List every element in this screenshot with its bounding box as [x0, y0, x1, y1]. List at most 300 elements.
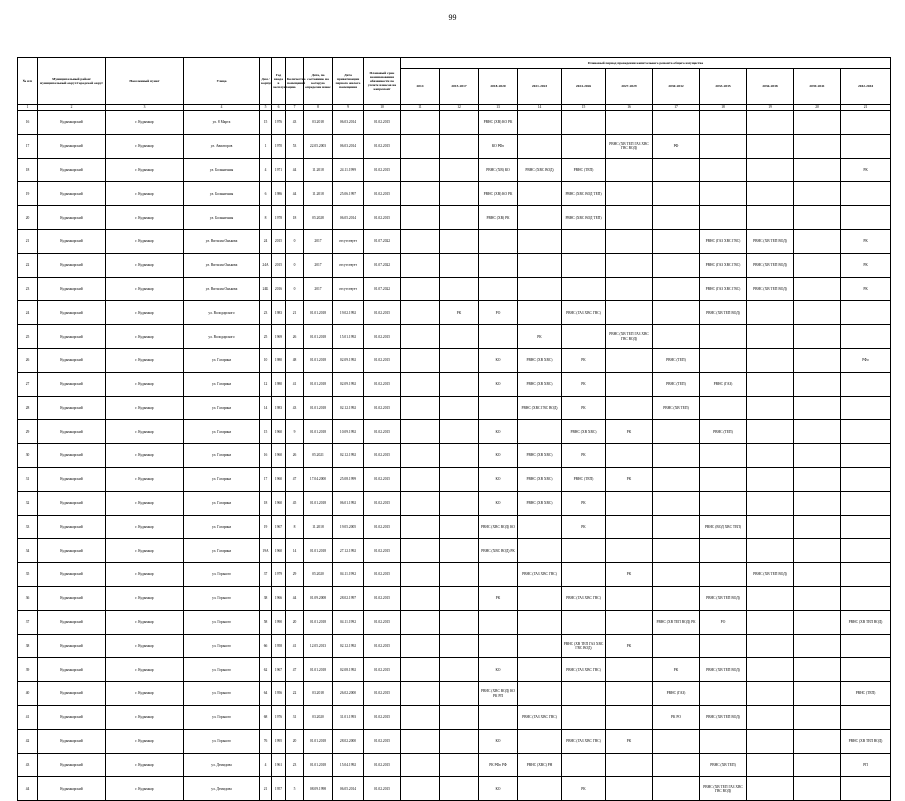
cell-street: ул. Володарского	[184, 325, 260, 349]
cell-plan-date: 01.02.2015	[364, 563, 401, 587]
column-number: 18	[700, 105, 747, 111]
cell-year: 1960	[272, 491, 286, 515]
cell-period	[841, 467, 891, 491]
cell-wear-date: 01.09.2008	[304, 586, 333, 610]
table-row	[18, 158, 891, 182]
cell-district: Кудымкарский	[38, 372, 106, 396]
cell-street: ул. Больничная	[184, 182, 260, 206]
cell-num: 27	[18, 372, 38, 396]
cell-period	[518, 206, 562, 230]
period-header: 2018-2020	[479, 69, 518, 105]
cell-plan-date: 01.02.2015	[364, 206, 401, 230]
cell-year: 1967	[272, 658, 286, 682]
cell-num: 36	[18, 586, 38, 610]
cell-privatization-date: 15.01.1992	[333, 325, 364, 349]
period-header: 2030-2032	[653, 69, 700, 105]
cell-wear-date: 2017	[304, 253, 333, 277]
cell-district: Кудымкарский	[38, 586, 106, 610]
cell-street: ул. Володарского	[184, 301, 260, 325]
cell-period	[794, 563, 841, 587]
cell-wear-date: 05.2028	[304, 206, 333, 230]
cell-district: Кудымкарский	[38, 682, 106, 706]
cell-year: 1960	[272, 420, 286, 444]
cell-street: ул. Витасия Онькова	[184, 253, 260, 277]
cell-year: 1969	[272, 325, 286, 349]
cell-period	[440, 515, 479, 539]
cell-house: 19А	[260, 539, 272, 563]
cell-apartments: 41	[286, 372, 304, 396]
cell-period	[518, 182, 562, 206]
cell-year: 1966	[272, 586, 286, 610]
cell-num: 17	[18, 134, 38, 158]
cell-privatization-date: 25.06.1997	[333, 182, 364, 206]
cell-privatization-date: 26.02.2000	[333, 682, 364, 706]
cell-period	[401, 682, 440, 706]
cell-plan-date: 01.02.2015	[364, 158, 401, 182]
cell-period: РВНС (ХВ) КО	[479, 158, 518, 182]
cell-period	[747, 539, 794, 563]
cell-year: 1960	[272, 444, 286, 468]
cell-period: РК	[479, 586, 518, 610]
cell-period	[401, 658, 440, 682]
cell-district: Кудымкарский	[38, 563, 106, 587]
cell-period	[440, 634, 479, 658]
cell-period: РК	[562, 491, 606, 515]
cell-wear-date: 01.01.2018	[304, 729, 333, 753]
cell-apartments: 9	[286, 420, 304, 444]
cell-period	[653, 158, 700, 182]
cell-street: ул. Гагарина	[184, 539, 260, 563]
cell-period	[440, 682, 479, 706]
cell-street: ул. Витасия Онькова	[184, 229, 260, 253]
column-number: 1	[18, 105, 38, 111]
cell-period: РВНС (ХВ ХВС)	[518, 467, 562, 491]
period-header: 2027-2029	[606, 69, 653, 105]
cell-period	[747, 467, 794, 491]
cell-house: 4	[260, 753, 272, 777]
cell-period: РФо	[841, 348, 891, 372]
cell-house: 15	[260, 111, 272, 135]
cell-period	[841, 206, 891, 230]
cell-period	[794, 729, 841, 753]
cell-period: РК	[606, 634, 653, 658]
cell-period	[700, 182, 747, 206]
cell-wear-date: 01.01.2018	[304, 372, 333, 396]
column-number: 14	[518, 105, 562, 111]
cell-period	[653, 253, 700, 277]
table-row	[18, 396, 891, 420]
cell-plan-date: 01.02.2015	[364, 729, 401, 753]
cell-house: 64	[260, 682, 272, 706]
table-row	[18, 111, 891, 135]
cell-period	[841, 111, 891, 135]
cell-period	[401, 301, 440, 325]
cell-period	[747, 729, 794, 753]
cell-period	[401, 277, 440, 301]
cell-period	[440, 134, 479, 158]
cell-period: РВНС (ГАЗ ХВС ГВС)	[562, 729, 606, 753]
cell-house: 66	[260, 634, 272, 658]
cell-period	[794, 206, 841, 230]
cell-apartments: 44	[286, 158, 304, 182]
cell-num: 39	[18, 658, 38, 682]
cell-period	[479, 229, 518, 253]
cell-settlement: г. Кудымкар	[106, 563, 184, 587]
column-number: 7	[286, 105, 304, 111]
cell-period	[794, 491, 841, 515]
cell-period: РК	[841, 253, 891, 277]
cell-period: РК	[562, 372, 606, 396]
header-street: Улица	[184, 58, 260, 105]
cell-settlement: г. Кудымкар	[106, 420, 184, 444]
cell-period	[562, 253, 606, 277]
cell-plan-date: 01.02.2015	[364, 301, 401, 325]
cell-period	[606, 515, 653, 539]
cell-apartments: 44	[286, 182, 304, 206]
cell-period	[440, 705, 479, 729]
cell-district: Кудымкарский	[38, 753, 106, 777]
cell-period	[479, 563, 518, 587]
cell-period: РК	[518, 325, 562, 349]
cell-apartments: 44	[286, 586, 304, 610]
cell-period	[747, 301, 794, 325]
cell-house: 21	[260, 777, 272, 801]
column-number: 13	[479, 105, 518, 111]
cell-period	[653, 467, 700, 491]
cell-period	[841, 134, 891, 158]
cell-period: РВНС (ХВ ТЕП)	[653, 396, 700, 420]
cell-settlement: г. Кудымкар	[106, 277, 184, 301]
cell-year: 1961	[272, 753, 286, 777]
cell-settlement: г. Кудымкар	[106, 229, 184, 253]
cell-house: 62	[260, 658, 272, 682]
cell-privatization-date: отсутствует	[333, 253, 364, 277]
cell-period	[479, 253, 518, 277]
cell-period	[841, 491, 891, 515]
cell-period	[700, 539, 747, 563]
cell-period: РВНС (ХВ ТЕП ВОД)	[747, 229, 794, 253]
cell-period: РВНС (ГАЗ ХВС ГВС)	[518, 563, 562, 587]
cell-period: РО	[479, 301, 518, 325]
cell-house: 76	[260, 729, 272, 753]
cell-period	[700, 444, 747, 468]
cell-privatization-date: 06.05.2014	[333, 777, 364, 801]
cell-house: 14	[260, 396, 272, 420]
cell-wear-date: 05.2021	[304, 444, 333, 468]
capital-repair-register-table	[17, 57, 891, 801]
cell-period	[747, 515, 794, 539]
cell-period: РК	[606, 420, 653, 444]
cell-period	[841, 563, 891, 587]
table-row	[18, 277, 891, 301]
cell-period: РВНС (ХВ ТЕП ГАЗ ХВС ГВС ВОД)	[562, 634, 606, 658]
cell-period	[700, 563, 747, 587]
cell-house: 23	[260, 301, 272, 325]
cell-settlement: г. Кудымкар	[106, 348, 184, 372]
cell-num: 35	[18, 563, 38, 587]
cell-period	[518, 515, 562, 539]
cell-street: ул. Горького	[184, 729, 260, 753]
column-number: 11	[401, 105, 440, 111]
table-row	[18, 610, 891, 634]
cell-house: 68	[260, 705, 272, 729]
cell-period	[747, 444, 794, 468]
cell-period	[653, 301, 700, 325]
cell-apartments: 18	[286, 206, 304, 230]
column-number: 12	[440, 105, 479, 111]
cell-wear-date: 03.2018	[304, 682, 333, 706]
cell-year: 1957	[272, 777, 286, 801]
cell-period	[440, 586, 479, 610]
cell-settlement: г. Кудымкар	[106, 682, 184, 706]
cell-plan-date: 01.02.2015	[364, 658, 401, 682]
cell-period	[747, 348, 794, 372]
cell-district: Кудымкарский	[38, 253, 106, 277]
cell-wear-date: 01.01.2018	[304, 396, 333, 420]
cell-street: ул. Горького	[184, 610, 260, 634]
cell-period: РВНС (ХВ ТЕП ВОД)	[841, 729, 891, 753]
cell-plan-date: 01.02.2015	[364, 420, 401, 444]
cell-period	[440, 420, 479, 444]
cell-period: РВНС (ХВ ТЕП ГАЗ ХВС ГВС ВОД)	[606, 134, 653, 158]
column-number: 19	[747, 105, 794, 111]
table-row	[18, 777, 891, 801]
header-apartments: Количество помещений	[286, 58, 304, 105]
cell-period: РВНС (ХВС ГВС ВОД)	[518, 396, 562, 420]
cell-period	[747, 158, 794, 182]
cell-period	[747, 682, 794, 706]
cell-period: РВНС (ХВ ТЕП ВОД)	[841, 610, 891, 634]
cell-settlement: г. Кудымкар	[106, 134, 184, 158]
cell-period	[606, 111, 653, 135]
cell-period	[747, 753, 794, 777]
cell-period: РВНС (ГАЗ ХВС ГВС)	[562, 586, 606, 610]
cell-period: КО	[479, 777, 518, 801]
period-header: 2036-2038	[747, 69, 794, 105]
cell-period	[562, 325, 606, 349]
cell-period	[518, 277, 562, 301]
cell-period	[606, 206, 653, 230]
column-number: 10	[364, 105, 401, 111]
cell-year: 1960	[272, 467, 286, 491]
cell-house: 6	[260, 182, 272, 206]
cell-period	[440, 444, 479, 468]
period-header: 2033-2035	[700, 69, 747, 105]
cell-num: 31	[18, 467, 38, 491]
cell-period	[794, 467, 841, 491]
cell-street: ул. Больничная	[184, 206, 260, 230]
cell-privatization-date: 02.12.1992	[333, 396, 364, 420]
cell-period	[440, 396, 479, 420]
cell-settlement: г. Кудымкар	[106, 610, 184, 634]
cell-settlement: г. Кудымкар	[106, 729, 184, 753]
cell-period	[401, 610, 440, 634]
cell-period	[794, 182, 841, 206]
period-header: 2021-2023	[518, 69, 562, 105]
cell-period: РК	[562, 348, 606, 372]
cell-house: 17	[260, 467, 272, 491]
column-number: 4	[184, 105, 260, 111]
cell-period	[401, 325, 440, 349]
cell-period	[747, 325, 794, 349]
cell-period	[794, 277, 841, 301]
cell-period	[700, 348, 747, 372]
cell-street: ул. Демидова	[184, 753, 260, 777]
cell-period: КО	[479, 372, 518, 396]
cell-period: КО РФо	[479, 134, 518, 158]
cell-period: РВНС (ХВ ХВС)	[518, 491, 562, 515]
cell-period	[700, 682, 747, 706]
cell-period	[401, 253, 440, 277]
cell-district: Кудымкарский	[38, 134, 106, 158]
cell-period: РК	[440, 301, 479, 325]
cell-house: 15	[260, 420, 272, 444]
cell-period	[562, 111, 606, 135]
cell-num: 18	[18, 158, 38, 182]
cell-street: ул. Горького	[184, 634, 260, 658]
cell-period: РВНС (ХВ ХВС)	[518, 444, 562, 468]
table-row	[18, 682, 891, 706]
cell-num: 19	[18, 182, 38, 206]
table-row	[18, 206, 891, 230]
cell-period	[747, 396, 794, 420]
cell-period	[747, 134, 794, 158]
cell-period	[401, 729, 440, 753]
cell-period: РВНС (ГАЗ ХВС ГВС)	[700, 229, 747, 253]
cell-apartments: 47	[286, 658, 304, 682]
table-row	[18, 586, 891, 610]
cell-street: ул. Горького	[184, 563, 260, 587]
cell-year: 1978	[272, 206, 286, 230]
cell-wear-date: 17.04.2000	[304, 467, 333, 491]
cell-period	[794, 253, 841, 277]
table-row	[18, 253, 891, 277]
cell-period: РВНС (ХВ ТЕП ВОД)	[747, 253, 794, 277]
cell-plan-date: 01.07.2022	[364, 253, 401, 277]
column-number: 15	[562, 105, 606, 111]
cell-period: РВНС (ХВС ВОД ТЕП)	[562, 206, 606, 230]
cell-period	[401, 134, 440, 158]
cell-period: РВНС (ТЕП)	[562, 467, 606, 491]
cell-period	[440, 111, 479, 135]
cell-street: ул. Авиаторов	[184, 134, 260, 158]
cell-period	[401, 515, 440, 539]
cell-period	[562, 753, 606, 777]
cell-period: РК	[562, 515, 606, 539]
cell-period	[606, 682, 653, 706]
cell-period	[747, 420, 794, 444]
cell-num: 43	[18, 753, 38, 777]
cell-district: Кудымкарский	[38, 182, 106, 206]
cell-period: РВНС (ХВ ТЕП ВОД)	[700, 301, 747, 325]
cell-period	[794, 586, 841, 610]
header-settlement: Населенный пункт	[106, 58, 184, 105]
cell-wear-date: 01.01.2018	[304, 610, 333, 634]
cell-period	[794, 444, 841, 468]
cell-street: ул. Гагарина	[184, 372, 260, 396]
cell-house: 24А	[260, 253, 272, 277]
cell-year: 1956	[272, 682, 286, 706]
table-row	[18, 301, 891, 325]
column-number: 21	[841, 105, 891, 111]
cell-num: 33	[18, 515, 38, 539]
cell-street: ул. Витасия Онькова	[184, 277, 260, 301]
cell-period	[653, 444, 700, 468]
cell-settlement: г. Кудымкар	[106, 444, 184, 468]
cell-year: 1980	[272, 348, 286, 372]
table-row	[18, 134, 891, 158]
cell-period	[440, 729, 479, 753]
cell-district: Кудымкарский	[38, 325, 106, 349]
cell-period	[606, 182, 653, 206]
cell-plan-date: 01.02.2015	[364, 348, 401, 372]
cell-district: Кудымкарский	[38, 420, 106, 444]
cell-period	[700, 134, 747, 158]
cell-wear-date: 01.01.2018	[304, 420, 333, 444]
cell-period	[440, 658, 479, 682]
cell-year: 1976	[272, 705, 286, 729]
cell-period: РВНС (ТЕП)	[700, 420, 747, 444]
cell-apartments: 20	[286, 729, 304, 753]
cell-period	[479, 277, 518, 301]
cell-period	[518, 539, 562, 563]
cell-num: 21	[18, 229, 38, 253]
cell-settlement: г. Кудымкар	[106, 539, 184, 563]
cell-apartments: 26	[286, 325, 304, 349]
cell-house: 12	[260, 372, 272, 396]
cell-period	[440, 610, 479, 634]
cell-year: 2015	[272, 229, 286, 253]
cell-period: РВНС (ГАЗ)	[700, 372, 747, 396]
cell-period	[653, 420, 700, 444]
cell-period	[747, 372, 794, 396]
cell-period	[653, 753, 700, 777]
cell-period	[653, 777, 700, 801]
cell-privatization-date: 06.03.2014	[333, 111, 364, 135]
cell-period	[794, 777, 841, 801]
cell-plan-date: 01.02.2015	[364, 372, 401, 396]
column-number: 16	[606, 105, 653, 111]
table-row	[18, 444, 891, 468]
table-row	[18, 491, 891, 515]
cell-period: РВНС (ХВС) РН	[518, 753, 562, 777]
cell-apartments: 0	[286, 229, 304, 253]
cell-wear-date: 01.01.2018	[304, 348, 333, 372]
cell-period	[606, 705, 653, 729]
cell-period: РВНС (ГАЗ ХВС ГВС)	[562, 301, 606, 325]
cell-wear-date: 08.09.1998	[304, 777, 333, 801]
cell-period	[440, 372, 479, 396]
cell-privatization-date: 15.04.1992	[333, 753, 364, 777]
cell-num: 22	[18, 253, 38, 277]
cell-period	[479, 396, 518, 420]
cell-period	[606, 610, 653, 634]
cell-period	[841, 539, 891, 563]
cell-period	[747, 206, 794, 230]
cell-period	[518, 111, 562, 135]
cell-period	[518, 658, 562, 682]
cell-period: РВНС (ХВ ТЕП ГАЗ ХВС ГВС ВОД)	[700, 777, 747, 801]
cell-num: 32	[18, 491, 38, 515]
cell-period: РВНС (ХВС ВОД ТЕП)	[562, 182, 606, 206]
table-row	[18, 705, 891, 729]
cell-period: РВНС (ХВС ВОД)	[518, 158, 562, 182]
cell-period	[440, 563, 479, 587]
cell-period	[747, 111, 794, 135]
cell-period	[401, 467, 440, 491]
cell-period: РК	[606, 563, 653, 587]
cell-house: 10	[260, 348, 272, 372]
